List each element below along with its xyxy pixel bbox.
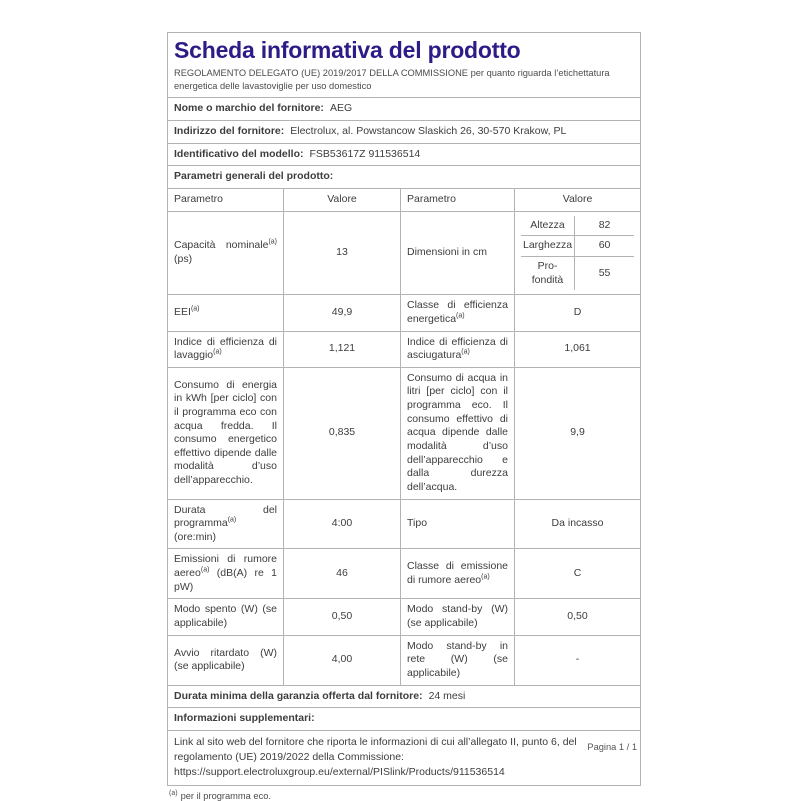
param-value-cell: 1,061 <box>515 331 641 367</box>
param-label-cell: Emissioni di rumore aereo$^{(a)}$ (dB(A) re 1 pW) <box>168 549 284 599</box>
regulation-subtitle: REGOLAMENTO DELEGATO (UE) 2019/2017 DELLA COMMISSIONE per quanto riguarda l’etichettatura energetica delle lavastoviglie per uso domestico <box>174 68 610 92</box>
dimension-row <box>521 216 634 236</box>
supplier-name-value: AEG <box>329 102 353 115</box>
param-value-cell: 49,9 <box>284 295 401 331</box>
column-header: Valore <box>515 189 641 212</box>
param-label-cell: Indice di efficienza di lavaggio$^{(a)}$ <box>168 331 284 367</box>
param-value-cell: 1,121 <box>284 331 401 367</box>
param-value-cell: - <box>515 635 641 685</box>
footnote-text: per il programma eco. <box>180 790 271 801</box>
dimensions-cell <box>515 211 641 295</box>
param-label-cell: Avvio ritardato (W) (se applicabile) <box>168 635 284 685</box>
param-value-cell: 46 <box>284 549 401 599</box>
table-row <box>168 331 641 367</box>
additional-info-heading: Informazioni supplementari: <box>174 712 315 725</box>
table-row <box>168 599 641 635</box>
supplier-address-label: Indirizzo del fornitore: <box>174 125 285 138</box>
table-row <box>168 635 641 685</box>
param-label-cell: Modo stand-by (W) (se applicabile) <box>401 599 515 635</box>
dimension-value: 82 <box>575 216 634 236</box>
table-row <box>168 211 641 295</box>
dimension-label: Altezza <box>530 218 565 231</box>
model-id-value: FSB53617Z 911536514 <box>309 147 421 160</box>
param-label-cell: Tipo <box>401 499 515 549</box>
supplier-address-row <box>168 121 641 144</box>
warranty-row <box>168 685 641 708</box>
model-id-label: Identificativo del modello: <box>174 147 304 160</box>
additional-info-heading-row <box>168 708 641 731</box>
supplier-name-row <box>168 98 641 121</box>
supplier-address-value: Electrolux, al. Powstancow Slaskich 26, 30-570 Krakow, PL <box>290 125 567 138</box>
footnote <box>167 791 640 801</box>
column-header: Parametro <box>168 189 284 212</box>
param-value-cell: 0,835 <box>284 367 401 499</box>
param-label-cell: Modo spento (W) (se applicabile) <box>168 599 284 635</box>
param-value-cell: 0,50 <box>515 599 641 635</box>
table-row <box>168 295 641 331</box>
param-value-cell: C <box>515 549 641 599</box>
supplier-website-link[interactable]: https://support.electroluxgroup.eu/external/PISlink/Products/911536514 <box>174 766 505 779</box>
table-row <box>168 367 641 499</box>
dimension-row <box>521 236 634 257</box>
table-header-row <box>168 189 641 212</box>
param-label-cell: Indice di efficienza di asciugatura$^{(a)}$ <box>401 331 515 367</box>
column-header: Parametro <box>401 189 515 212</box>
dimension-label: Larghezza <box>521 236 575 257</box>
param-label-cell: Capacità nominale$^{(a)}$ (ps) <box>168 211 284 295</box>
general-params-heading: Parametri generali del prodotto: <box>174 170 334 183</box>
page-indicator: Pagina 1 / 1 <box>587 742 637 752</box>
param-label-cell: Modo stand-by in rete (W) (se applicabile) <box>401 635 515 685</box>
page-title: Scheda informativa del prodotto <box>174 37 521 63</box>
warranty-label: Durata minima della garanzia offerta dal fornitore: <box>174 689 423 702</box>
dimension-value: 55 <box>575 256 634 290</box>
warranty-value: 24 mesi <box>428 689 466 702</box>
param-label-cell: Classe di efficienza energetica$^{(a)}$ <box>401 295 515 331</box>
param-label-cell: Consumo di energia in kWh [per ciclo] con il programma eco con acqua fredda. Il consumo energetico effettivo dipende dalle modalità d’uso dell’apparecchio. <box>168 367 284 499</box>
param-value-cell: D <box>515 295 641 331</box>
param-label-cell: Durata del programma$^{(a)}$ (ore:min) <box>168 499 284 549</box>
dimension-label: Pro-fondità <box>521 256 575 290</box>
general-params-heading-row <box>168 166 641 189</box>
param-value-cell: 9,9 <box>515 367 641 499</box>
dimension-value: 60 <box>575 236 634 257</box>
param-value-cell: 13 <box>284 211 401 295</box>
dimension-row <box>521 256 634 290</box>
document-page <box>167 32 640 801</box>
supplier-link-text: Link al sito web del fornitore che riporta le informazioni di cui all’allegato II, punto 6, del regolamento (UE) 2019/2022 della Commissione: <box>174 735 577 764</box>
param-label-cell: Classe di emissione di rumore aereo$^{(a)}$ <box>401 549 515 599</box>
title-row <box>168 33 641 98</box>
footnote-marker: (a) <box>169 789 178 797</box>
param-value-cell: 4:00 <box>284 499 401 549</box>
param-value-cell: 0,50 <box>284 599 401 635</box>
model-id-row <box>168 143 641 166</box>
param-label-cell: EEI$^{(a)}$ <box>168 295 284 331</box>
dimensions-subtable <box>521 216 634 291</box>
table-row <box>168 499 641 549</box>
column-header: Valore <box>284 189 401 212</box>
param-label-cell: Consumo di acqua in litri [per ciclo] con il programma eco. Il consumo effettivo di acqua dipende dalle modalità d’uso dell’apparecchio e dalla durezza dell’acqua. <box>401 367 515 499</box>
param-value-cell: 4,00 <box>284 635 401 685</box>
product-info-table <box>167 32 641 786</box>
table-row <box>168 549 641 599</box>
supplier-name-label: Nome o marchio del fornitore: <box>174 102 324 115</box>
supplier-link-row <box>168 730 641 785</box>
param-label-cell: Dimensioni in cm <box>401 211 515 295</box>
param-value-cell: Da incasso <box>515 499 641 549</box>
